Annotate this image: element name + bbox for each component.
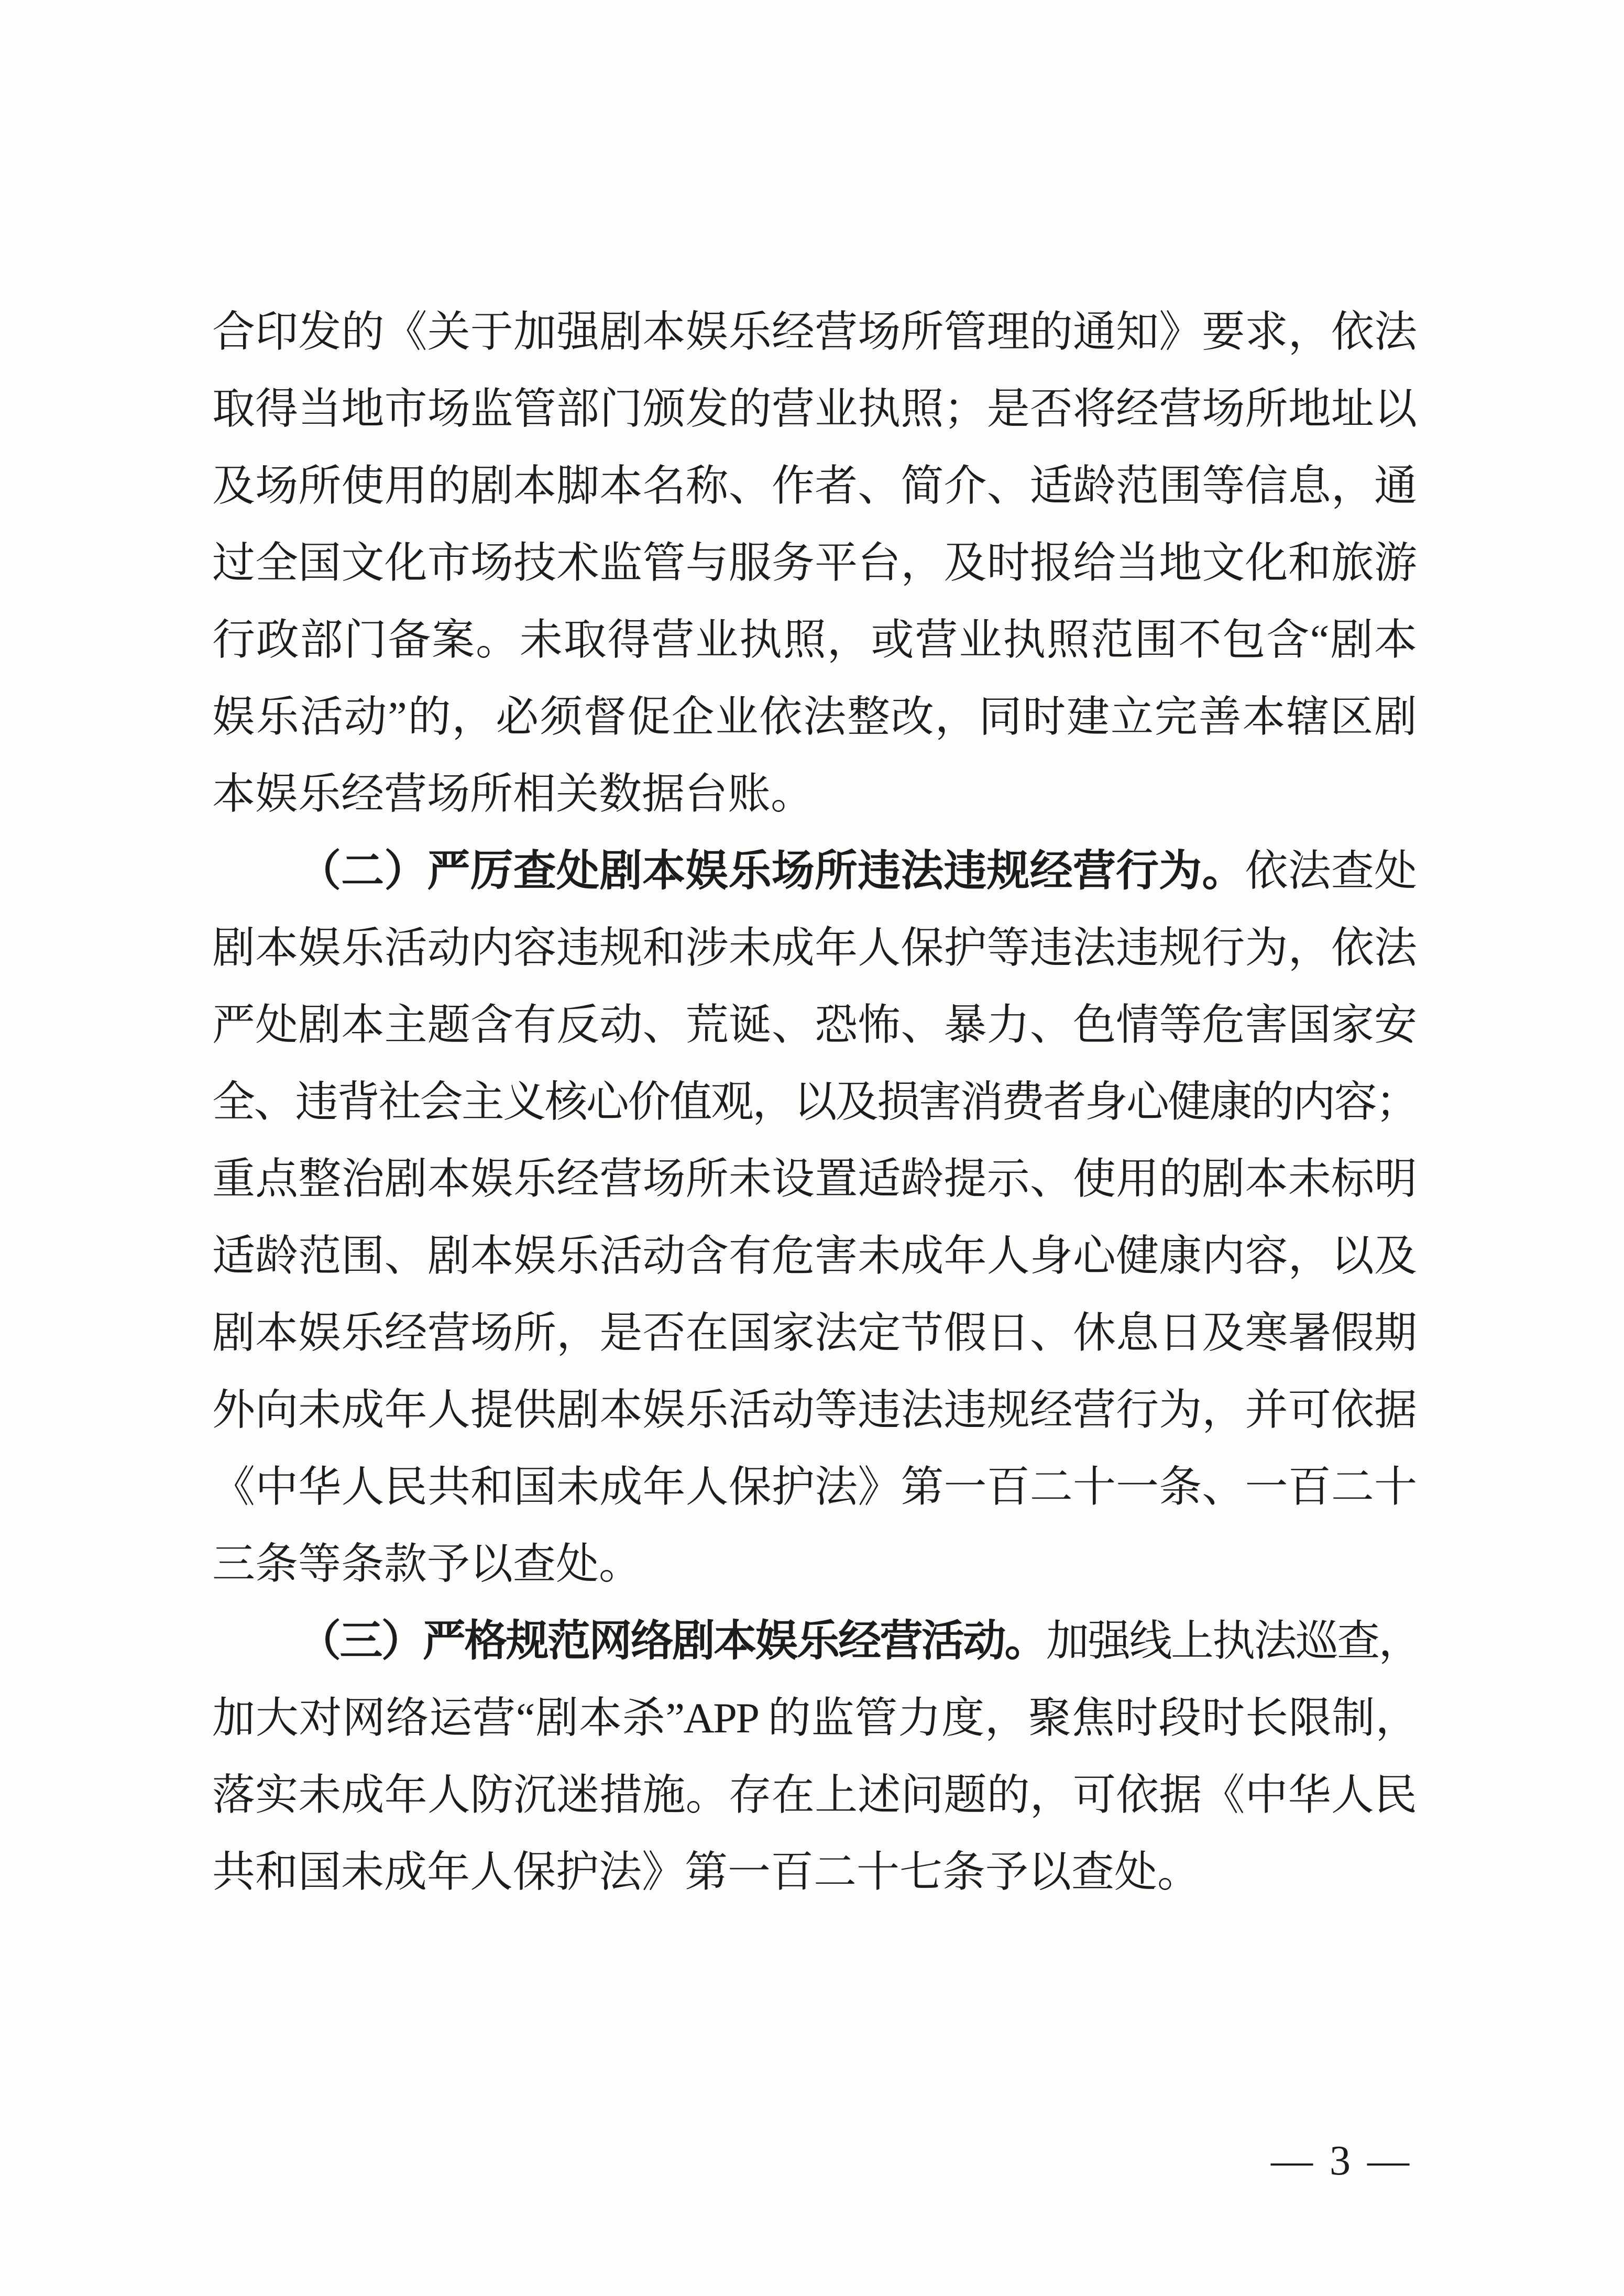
text-line [212, 1833, 1417, 1910]
line-text: 严处剧本主题含有反动、荒诞、恐怖、暴力、色情等危害国家安 [212, 1001, 1417, 1049]
text-line [212, 370, 1417, 447]
text-line [212, 1140, 1417, 1217]
line-text: 加强线上执法巡查， [1046, 1617, 1417, 1665]
line-text: 剧本娱乐活动内容违规和涉未成年人保护等违法违规行为，依法 [212, 924, 1417, 972]
text-line [212, 1294, 1417, 1371]
line-text: 适龄范围、剧本娱乐活动含有危害未成年人身心健康内容，以及 [212, 1232, 1417, 1280]
text-line [212, 1679, 1417, 1756]
text-line [212, 1756, 1417, 1833]
line-text: 重点整治剧本娱乐经营场所未设置适龄提示、使用的剧本未标明 [212, 1155, 1417, 1203]
page-number: — 3 — [1271, 2138, 1412, 2184]
line-text: 落实未成年人防沉迷措施。存在上述问题的，可依据《中华人民 [212, 1771, 1417, 1819]
text-line [212, 678, 1417, 755]
text-line [212, 293, 1417, 370]
line-text: 《中华人民共和国未成年人保护法》第一百二十一条、一百二十 [212, 1463, 1417, 1511]
line-text: 三条等条款予以查处。 [212, 1540, 642, 1588]
text-line [212, 986, 1417, 1063]
line-text: 本娱乐经营场所相关数据台账。 [212, 770, 814, 818]
section-heading: （二）严厉查处剧本娱乐场所违法违规经营行为。 [298, 847, 1245, 895]
text-line [212, 1602, 1417, 1679]
text-line [212, 1063, 1417, 1140]
text-line [212, 755, 1417, 832]
line-text: 取得当地市场监管部门颁发的营业执照；是否将经营场所地址以 [212, 385, 1417, 433]
text-line [212, 1448, 1417, 1525]
text-line [212, 1217, 1417, 1294]
line-text: 加大对网络运营“剧本杀”APP 的监管力度，聚焦时段时长限制， [212, 1694, 1417, 1742]
text-line [212, 1371, 1417, 1448]
text-line [212, 447, 1417, 524]
line-text: 及场所使用的剧本脚本名称、作者、简介、适龄范围等信息，通 [212, 462, 1417, 510]
line-text: 剧本娱乐经营场所，是否在国家法定节假日、休息日及寒暑假期 [212, 1309, 1417, 1357]
line-text: 过全国文化市场技术监管与服务平台，及时报给当地文化和旅游 [212, 539, 1417, 587]
line-text: 行政部门备案。未取得营业执照，或营业执照范围不包含“剧本 [212, 616, 1417, 664]
text-line [212, 909, 1417, 986]
section-heading: （三）严格规范网络剧本娱乐经营活动。 [298, 1617, 1046, 1665]
line-text: 合印发的《关于加强剧本娱乐经营场所管理的通知》要求，依法 [212, 308, 1417, 356]
body-text [212, 293, 1417, 1910]
text-line [212, 524, 1417, 601]
text-line [212, 832, 1417, 909]
line-text: 依法查处 [1245, 847, 1417, 895]
text-line [212, 1525, 1417, 1602]
line-text: 外向未成年人提供剧本娱乐活动等违法违规经营行为，并可依据 [212, 1386, 1417, 1434]
text-line [212, 601, 1417, 678]
line-text: 娱乐活动”的，必须督促企业依法整改，同时建立完善本辖区剧 [212, 693, 1417, 741]
line-text: 全、违背社会主义核心价值观，以及损害消费者身心健康的内容； [212, 1078, 1417, 1126]
line-text: 共和国未成年人保护法》第一百二十七条予以查处。 [212, 1848, 1201, 1896]
